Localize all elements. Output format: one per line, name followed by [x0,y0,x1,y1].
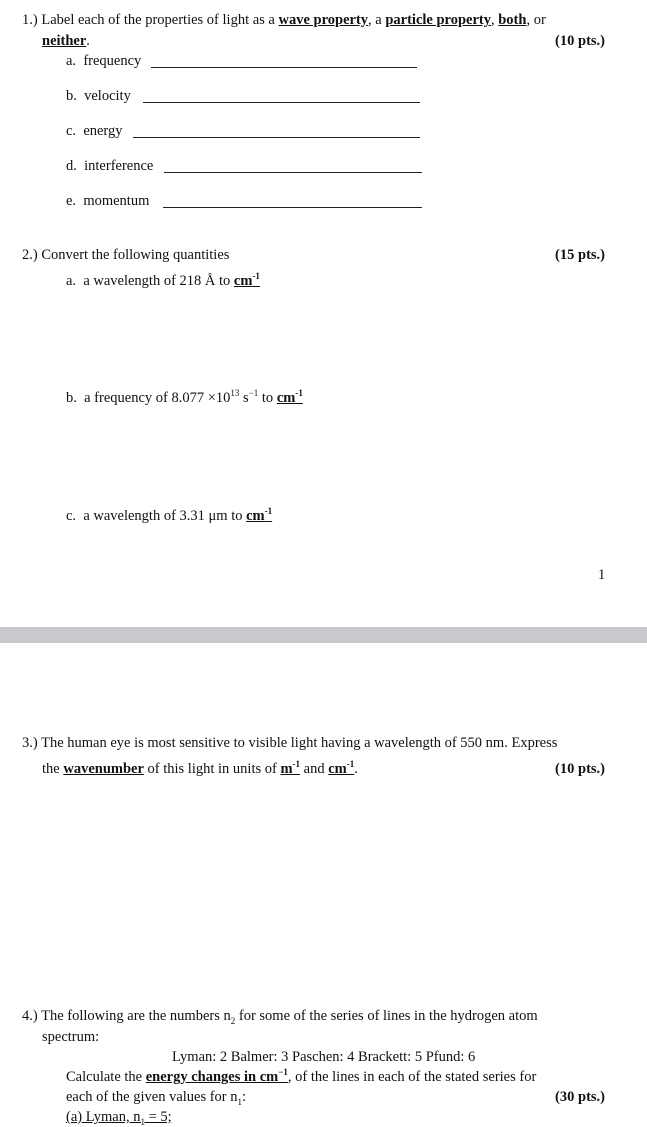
page-divider [0,627,647,643]
q1-line2: neither. [42,33,90,49]
q2-item-b: b. a frequency of $8.077 \times 10^{13}$ $s^{-1}$ to $cm^{-1}$ [66,388,303,406]
q1-number: 1.) [22,12,38,28]
q4-line5: each of the given values for $n_1$: [66,1089,247,1107]
q2-points: (15 pts.) [555,247,605,263]
page-number: 1 [598,567,606,583]
q2-item-c: c. a wavelength of 3.31 μm to $cm^{-1}$ [66,506,273,524]
q1-both-term: both [498,12,527,28]
answer-line-e[interactable] [163,207,422,208]
q2-item-a: a. a wavelength of 218 Å to $cm^{-1}$ [66,271,260,289]
q4-line1: 4.) The following are the numbers $n_2$ for some of the series of lines in the hydrogen atom [22,1008,538,1026]
q1-item-a: a. frequency [66,53,142,69]
q3-line1: 3.) The human eye is most sensitive to visible light having a wavelength of 550 nm. Express [22,735,558,751]
q1-item-e: e. momentum [66,193,150,209]
q1-item-d: d. interference [66,158,154,174]
answer-line-d[interactable] [164,172,422,173]
q1-item-b: b. velocity [66,88,131,104]
q4-series: Lyman: 2 Balmer: 3 Paschen: 4 Brackett: 5 Pfund: 6 [172,1049,476,1065]
q4-points: (30 pts.) [555,1089,605,1105]
answer-line-a[interactable] [151,67,417,68]
answer-line-b[interactable] [143,102,420,103]
q4-part-a: (a) Lyman, $n_1 = 5$; [66,1109,172,1127]
q4-line2: spectrum: [42,1029,100,1045]
q1-line1: 1.) Label each of the properties of light as a wave property, a particle property, both, or [22,12,546,28]
q2-number: 2.) [22,247,38,263]
q1-item-c: c. energy [66,123,123,139]
q4-line4: Calculate the energy changes in $cm^{-1}$, of the lines in each of the stated series for [66,1067,537,1085]
q2-line1: 2.) Convert the following quantities [22,247,230,263]
q1-wave-term: wave property [278,12,369,28]
q3-line2: the wavenumber of this light in units of $m^{-1}$ and $cm^{-1}$. [42,759,358,777]
q3-points: (10 pts.) [555,761,605,777]
answer-line-c[interactable] [133,137,420,138]
q1-points: (10 pts.) [555,33,605,49]
q4-number: 4.) [22,1008,38,1024]
q3-number: 3.) [22,735,38,751]
q1-particle-term: particle property [385,12,491,28]
q1-neither-term: neither [42,33,87,49]
q3-wavenumber-term: wavenumber [63,761,144,777]
